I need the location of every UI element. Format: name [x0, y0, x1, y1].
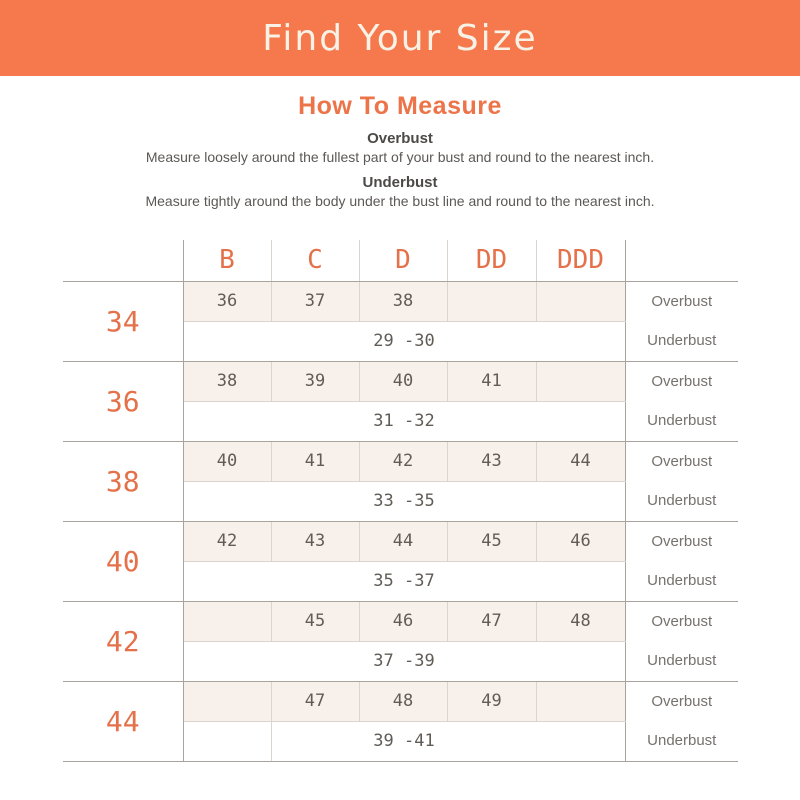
overbust-value-cell: 40 — [359, 361, 447, 401]
overbust-value-cell: 38 — [183, 361, 271, 401]
overbust-value-cell: 46 — [536, 521, 625, 561]
overbust-value-cell: 43 — [271, 521, 359, 561]
corner-cell — [63, 240, 183, 281]
overbust-value-cell: 41 — [271, 441, 359, 481]
overbust-value-cell: 40 — [183, 441, 271, 481]
cup-header-c: C — [271, 240, 359, 281]
underbust-range-cell: 37 -39 — [183, 641, 625, 681]
underbust-range-cell: 31 -32 — [183, 401, 625, 441]
underbust-range-text: 39 -41 — [373, 731, 435, 751]
how-to-measure-title: How To Measure — [298, 92, 502, 120]
row-label-underbust: Underbust — [625, 721, 738, 761]
band-label-42: 42 — [63, 601, 183, 681]
overbust-value-cell: 48 — [359, 681, 447, 721]
overbust-value-cell — [183, 601, 271, 641]
overbust-instructions: Measure loosely around the fullest part of your bust and round to the nearest inch. — [145, 149, 655, 165]
band-label-36: 36 — [63, 361, 183, 441]
overbust-value-cell — [447, 281, 536, 321]
band-label-34: 34 — [63, 281, 183, 361]
row-label-overbust: Overbust — [625, 441, 738, 481]
row-label-overbust: Overbust — [625, 681, 738, 721]
underbust-range-cell: 33 -35 — [183, 481, 625, 521]
overbust-value-cell: 45 — [271, 601, 359, 641]
overbust-value-cell: 42 — [359, 441, 447, 481]
underbust-range-cell: 29 -30 — [183, 321, 625, 361]
page-title: Find Your Size — [262, 17, 538, 59]
table-row — [63, 441, 738, 481]
cup-header-ddd: DDD — [536, 240, 625, 281]
overbust-value-cell: 47 — [271, 681, 359, 721]
underbust-empty-b-cell — [183, 721, 271, 761]
overbust-value-cell: 43 — [447, 441, 536, 481]
row-label-underbust: Underbust — [625, 641, 738, 681]
band-label-38: 38 — [63, 441, 183, 521]
size-chart-table — [63, 240, 738, 762]
overbust-value-cell: 44 — [536, 441, 625, 481]
overbust-value-cell — [536, 681, 625, 721]
overbust-value-cell: 41 — [447, 361, 536, 401]
overbust-value-cell: 44 — [359, 521, 447, 561]
table-row — [63, 521, 738, 561]
overbust-value-cell — [536, 281, 625, 321]
corner-cell-right — [625, 240, 738, 281]
underbust-heading: Underbust — [362, 174, 438, 191]
overbust-value-cell: 47 — [447, 601, 536, 641]
band-label-44: 44 — [63, 681, 183, 761]
cup-header-d: D — [359, 240, 447, 281]
overbust-value-cell: 46 — [359, 601, 447, 641]
underbust-range-cell: 35 -37 — [183, 561, 625, 601]
cup-header-row — [63, 240, 738, 281]
overbust-value-cell: 48 — [536, 601, 625, 641]
overbust-value-cell: 45 — [447, 521, 536, 561]
overbust-value-cell: 49 — [447, 681, 536, 721]
overbust-value-cell: 39 — [271, 361, 359, 401]
row-label-overbust: Overbust — [625, 521, 738, 561]
overbust-heading: Overbust — [367, 130, 433, 147]
overbust-value-cell: 38 — [359, 281, 447, 321]
header-banner — [0, 0, 800, 76]
how-to-measure-section — [0, 92, 800, 210]
row-label-underbust: Underbust — [625, 401, 738, 441]
cup-header-b: B — [183, 240, 271, 281]
row-label-overbust: Overbust — [625, 361, 738, 401]
underbust-instructions: Measure tightly around the body under the bust line and round to the nearest inch. — [145, 193, 655, 209]
row-label-overbust: Overbust — [625, 601, 738, 641]
row-label-underbust: Underbust — [625, 481, 738, 521]
underbust-range-cell — [271, 721, 625, 761]
row-label-underbust: Underbust — [625, 321, 738, 361]
cup-header-dd: DD — [447, 240, 536, 281]
row-label-underbust: Underbust — [625, 561, 738, 601]
table-row — [63, 281, 738, 321]
overbust-value-cell — [183, 681, 271, 721]
table-row — [63, 681, 738, 721]
overbust-value-cell: 37 — [271, 281, 359, 321]
row-label-overbust: Overbust — [625, 281, 738, 321]
overbust-value-cell: 42 — [183, 521, 271, 561]
band-label-40: 40 — [63, 521, 183, 601]
table-row — [63, 361, 738, 401]
overbust-value-cell: 36 — [183, 281, 271, 321]
table-row — [63, 601, 738, 641]
overbust-value-cell — [536, 361, 625, 401]
